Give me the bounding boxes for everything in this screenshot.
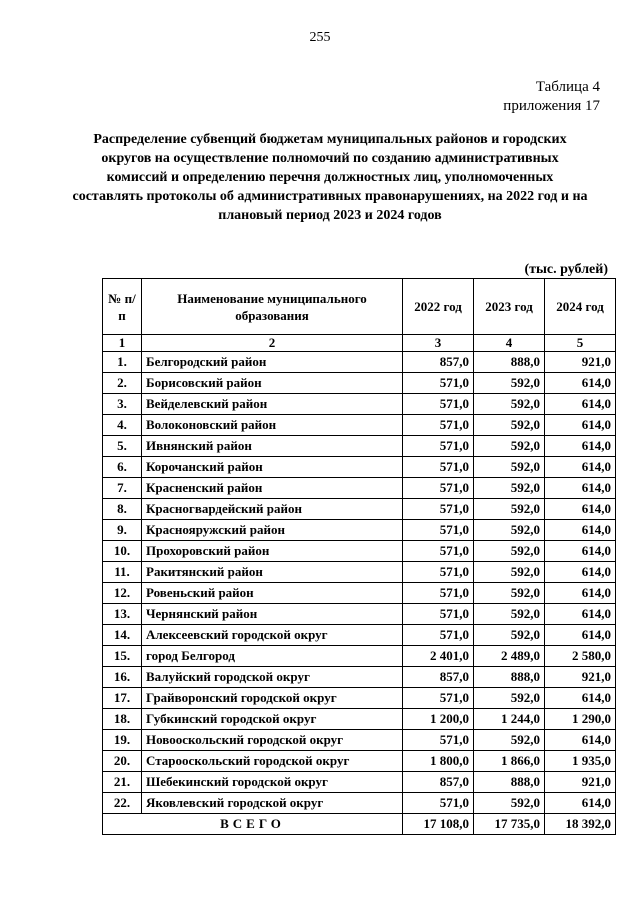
subvention-table [102,278,616,835]
table-ref-line2: приложения 17 [503,98,600,114]
row-number: 4. [103,415,142,436]
row-value-2023: 1 244,0 [474,709,545,730]
total-label: ВСЕГО [103,814,403,835]
row-value-2024: 614,0 [545,478,616,499]
table-row [103,625,616,646]
row-value-2023: 592,0 [474,688,545,709]
row-value-2023: 592,0 [474,625,545,646]
table-row [103,373,616,394]
row-value-2022: 571,0 [403,373,474,394]
row-number: 7. [103,478,142,499]
col-number-1: 1 [103,335,142,352]
row-value-2023: 592,0 [474,478,545,499]
row-name: город Белгород [142,646,403,667]
row-value-2024: 2 580,0 [545,646,616,667]
row-value-2023: 592,0 [474,793,545,814]
row-value-2022: 571,0 [403,730,474,751]
row-value-2023: 2 489,0 [474,646,545,667]
table-row [103,751,616,772]
row-number: 10. [103,541,142,562]
row-value-2024: 614,0 [545,583,616,604]
row-name: Волоконовский район [142,415,403,436]
row-number: 2. [103,373,142,394]
row-value-2022: 571,0 [403,415,474,436]
row-value-2024: 614,0 [545,457,616,478]
row-value-2024: 614,0 [545,688,616,709]
table-row [103,604,616,625]
row-value-2023: 888,0 [474,772,545,793]
table-row [103,667,616,688]
row-value-2022: 571,0 [403,583,474,604]
row-value-2024: 614,0 [545,604,616,625]
row-value-2022: 571,0 [403,562,474,583]
table-row [103,646,616,667]
table-body [103,352,616,814]
col-number-2: 2 [142,335,403,352]
row-value-2023: 592,0 [474,373,545,394]
row-number: 11. [103,562,142,583]
document-title: Распределение субвенций бюджетам муниципальных районов и городских округов на осуществление полномочий по созданию административных комиссий и определению перечня должностных лиц, уполномоченных составлять протоколы об административных правонарушениях, на 2022 год и на плановый период 2023 и 2024 годов [72,132,588,223]
total-row [103,814,616,835]
row-value-2022: 2 401,0 [403,646,474,667]
table-row [103,541,616,562]
col-number-4: 4 [474,335,545,352]
row-name: Красненский район [142,478,403,499]
row-name: Прохоровский район [142,541,403,562]
row-name: Белгородский район [142,352,403,373]
col-number-3: 3 [403,335,474,352]
row-name: Ивнянский район [142,436,403,457]
row-value-2024: 614,0 [545,415,616,436]
row-number: 16. [103,667,142,688]
row-value-2023: 592,0 [474,499,545,520]
row-value-2023: 888,0 [474,352,545,373]
units-label: (тыс. рублей) [524,262,608,277]
row-name: Корочанский район [142,457,403,478]
row-value-2022: 571,0 [403,394,474,415]
row-value-2022: 571,0 [403,793,474,814]
row-value-2024: 1 290,0 [545,709,616,730]
row-number: 19. [103,730,142,751]
header-name: Наименование муниципального образования [142,279,403,335]
row-name: Вейделевский район [142,394,403,415]
table-ref-line1: Таблица 4 [535,79,600,95]
row-value-2023: 592,0 [474,562,545,583]
table-row [103,415,616,436]
row-value-2024: 614,0 [545,520,616,541]
col-number-5: 5 [545,335,616,352]
row-number: 3. [103,394,142,415]
row-value-2024: 614,0 [545,793,616,814]
total-2024: 18 392,0 [545,814,616,835]
table-row [103,394,616,415]
row-value-2022: 857,0 [403,772,474,793]
row-name: Краснояружский район [142,520,403,541]
row-value-2022: 857,0 [403,667,474,688]
row-number: 1. [103,352,142,373]
row-name: Грайворонский городской округ [142,688,403,709]
row-value-2022: 571,0 [403,478,474,499]
row-value-2023: 592,0 [474,604,545,625]
table-row [103,793,616,814]
table-row [103,520,616,541]
row-value-2022: 571,0 [403,625,474,646]
header-2023: 2023 год [474,279,545,335]
row-number: 9. [103,520,142,541]
table-row [103,730,616,751]
table-reference [503,78,600,116]
row-value-2024: 614,0 [545,499,616,520]
row-value-2022: 857,0 [403,352,474,373]
row-value-2022: 571,0 [403,541,474,562]
row-name: Борисовский район [142,373,403,394]
row-value-2022: 571,0 [403,499,474,520]
row-value-2024: 614,0 [545,436,616,457]
row-value-2023: 592,0 [474,730,545,751]
row-value-2022: 1 200,0 [403,709,474,730]
row-value-2024: 614,0 [545,562,616,583]
row-number: 20. [103,751,142,772]
table-row [103,709,616,730]
row-value-2023: 592,0 [474,583,545,604]
table-row [103,457,616,478]
row-value-2022: 571,0 [403,436,474,457]
row-value-2023: 592,0 [474,457,545,478]
row-value-2024: 921,0 [545,772,616,793]
row-value-2024: 921,0 [545,352,616,373]
table-row [103,562,616,583]
row-value-2023: 592,0 [474,520,545,541]
table-row [103,436,616,457]
row-value-2022: 571,0 [403,520,474,541]
row-number: 21. [103,772,142,793]
row-name: Красногвардейский район [142,499,403,520]
row-value-2023: 888,0 [474,667,545,688]
row-name: Ровеньский район [142,583,403,604]
table-row [103,772,616,793]
row-value-2024: 614,0 [545,394,616,415]
row-value-2022: 571,0 [403,604,474,625]
row-number: 18. [103,709,142,730]
row-name: Чернянский район [142,604,403,625]
row-value-2022: 571,0 [403,688,474,709]
table-row [103,583,616,604]
header-2022: 2022 год [403,279,474,335]
row-number: 14. [103,625,142,646]
row-number: 13. [103,604,142,625]
row-value-2023: 592,0 [474,394,545,415]
total-2022: 17 108,0 [403,814,474,835]
row-value-2023: 592,0 [474,436,545,457]
row-name: Яковлевский городской округ [142,793,403,814]
row-value-2022: 571,0 [403,457,474,478]
row-name: Новооскольский городской округ [142,730,403,751]
row-number: 17. [103,688,142,709]
row-value-2023: 592,0 [474,541,545,562]
column-number-row [103,335,616,352]
total-2023: 17 735,0 [474,814,545,835]
row-value-2023: 592,0 [474,415,545,436]
header-num: № п/п [103,279,142,335]
row-value-2023: 1 866,0 [474,751,545,772]
header-row [103,279,616,335]
table-row [103,352,616,373]
row-value-2024: 614,0 [545,730,616,751]
row-value-2024: 921,0 [545,667,616,688]
row-value-2024: 614,0 [545,625,616,646]
row-name: Валуйский городской округ [142,667,403,688]
row-name: Губкинский городской округ [142,709,403,730]
table-row [103,499,616,520]
row-name: Ракитянский район [142,562,403,583]
row-number: 6. [103,457,142,478]
table-row [103,688,616,709]
header-2024: 2024 год [545,279,616,335]
row-value-2024: 614,0 [545,541,616,562]
row-number: 22. [103,793,142,814]
row-number: 8. [103,499,142,520]
row-number: 5. [103,436,142,457]
row-name: Шебекинский городской округ [142,772,403,793]
row-value-2024: 614,0 [545,373,616,394]
row-number: 15. [103,646,142,667]
row-value-2022: 1 800,0 [403,751,474,772]
row-name: Алексеевский городской округ [142,625,403,646]
row-name: Старооскольский городской округ [142,751,403,772]
page-number: 255 [309,30,331,45]
row-number: 12. [103,583,142,604]
row-value-2024: 1 935,0 [545,751,616,772]
table-row [103,478,616,499]
